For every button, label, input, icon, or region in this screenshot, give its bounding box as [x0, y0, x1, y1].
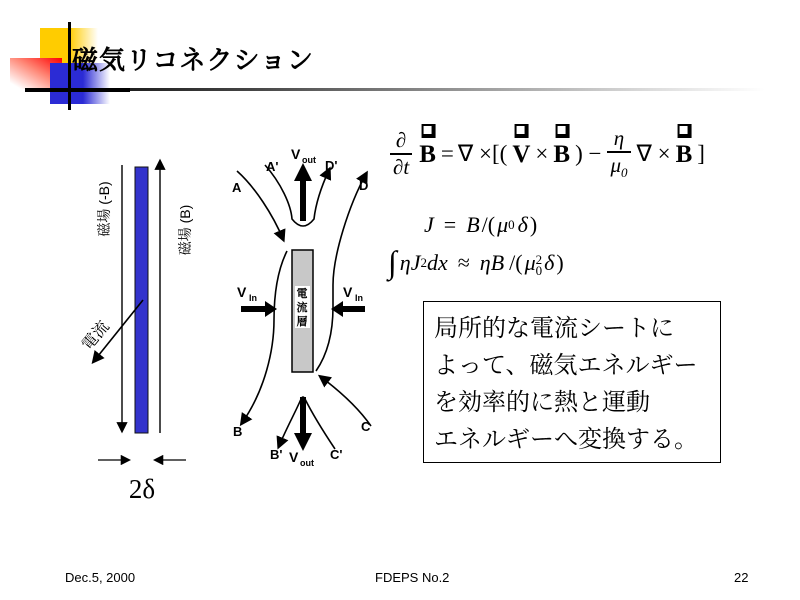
delta-var: δ	[544, 249, 555, 275]
vector-box-icon	[678, 124, 692, 138]
current-label: 電流	[79, 318, 113, 354]
close-paren: )	[529, 212, 538, 237]
label-d: D	[359, 178, 369, 193]
footer-series: FDEPS No.2	[375, 570, 450, 585]
label-b: B	[233, 424, 243, 439]
b-vector-1: B	[419, 139, 436, 169]
note-line: よって、磁気エネルギー	[434, 352, 698, 379]
mu-var: μ	[497, 212, 509, 237]
eta-var: η	[399, 249, 411, 275]
approx-sign: ≈	[457, 249, 470, 275]
label-b-prime: B'	[270, 447, 283, 462]
partial-num: ∂	[395, 127, 407, 152]
b-vector-3: B	[676, 139, 693, 169]
mu-var: μ	[524, 249, 536, 275]
slash-paren: /(	[481, 212, 496, 237]
mu-den: $\mu_0$	[607, 151, 630, 181]
field-line-to-d	[316, 174, 369, 371]
cross-sign: ×	[535, 140, 549, 166]
current-sheet-bar	[135, 167, 148, 433]
b-vector-2: B	[553, 139, 570, 169]
layer-char-3: 層	[296, 316, 308, 328]
note-box	[423, 301, 721, 463]
delta-var: δ	[517, 212, 528, 237]
vout-bottom-v: V	[289, 449, 299, 465]
slide-title: 磁気リコネクション	[72, 45, 314, 75]
label-a: A	[232, 180, 242, 195]
vout-top-v: V	[291, 146, 301, 162]
label-c-prime: C'	[330, 447, 343, 462]
vector-box-icon	[555, 124, 569, 138]
eta-num: η	[613, 126, 625, 150]
decoration-cross-horizontal	[25, 88, 130, 92]
v-vector: V	[512, 139, 530, 169]
b-var: B	[490, 249, 505, 275]
j-var: J	[410, 249, 421, 275]
vin-right-v: V	[343, 284, 353, 300]
field-sheet-diagram	[60, 140, 230, 510]
right-bracket: ]	[697, 140, 705, 166]
layer-char-2: 流	[296, 302, 308, 314]
dx-var: dx	[426, 249, 448, 275]
curl-2: ∇ ×	[636, 140, 671, 166]
eta-var-2: η	[479, 249, 491, 275]
footer-page-number: 22	[734, 570, 749, 585]
note-line: を効率的に熱と運動	[434, 389, 650, 416]
vin-right-sub: In	[355, 293, 363, 303]
width-label: 2δ	[128, 474, 156, 504]
equals-sign: =	[440, 140, 454, 166]
vector-box-icon	[515, 124, 529, 138]
mu-exponents	[535, 251, 543, 278]
eta-mu-fraction	[607, 126, 630, 181]
field-pos-label: 磁場 (B)	[177, 204, 193, 256]
field-line-a-in	[237, 171, 283, 239]
ddt-fraction	[390, 128, 412, 180]
label-d-prime: D'	[325, 158, 338, 173]
layer-char-1: 電	[296, 288, 308, 300]
j-exponent: 2	[420, 254, 427, 270]
vin-left-sub: In	[249, 293, 257, 303]
label-a-prime: A'	[266, 159, 279, 174]
integral-sign: ∫	[388, 244, 397, 280]
current-density-equation	[424, 212, 539, 238]
vout-bottom-sub: out	[300, 458, 314, 468]
slash-paren: /(	[509, 249, 523, 275]
b-var: B	[466, 212, 480, 237]
reconnected-line-top	[265, 165, 329, 226]
note-line: 局所的な電流シートに	[434, 315, 674, 342]
vout-top-sub: out	[302, 155, 316, 165]
vin-left-v: V	[237, 284, 247, 300]
mu-subscript: 0	[508, 217, 515, 232]
title-rule	[27, 88, 765, 91]
partial-den: ∂t	[390, 153, 412, 180]
note-line: エネルギーへ変換する。	[434, 426, 698, 453]
footer-date: Dec.5, 2000	[65, 570, 136, 585]
j-var: J	[424, 212, 434, 237]
field-neg-label: 磁場 (-B)	[96, 181, 112, 237]
label-c: C	[361, 419, 371, 434]
close-paren: )	[556, 249, 564, 275]
equals-sign: =	[443, 212, 457, 237]
dissipation-equation	[388, 244, 566, 281]
vector-box-icon	[421, 124, 435, 138]
mu-superscript: 2	[535, 251, 543, 267]
field-line-to-b	[242, 251, 287, 423]
close-minus: ) −	[575, 140, 602, 166]
induction-equation	[386, 126, 707, 181]
decoration-cross-vertical	[68, 22, 71, 110]
outflow-arrowhead-top	[294, 163, 312, 181]
reconnection-diagram	[225, 135, 400, 485]
curl-open: ∇ ×[(	[457, 140, 508, 166]
mu-subscript: 0	[535, 262, 543, 278]
